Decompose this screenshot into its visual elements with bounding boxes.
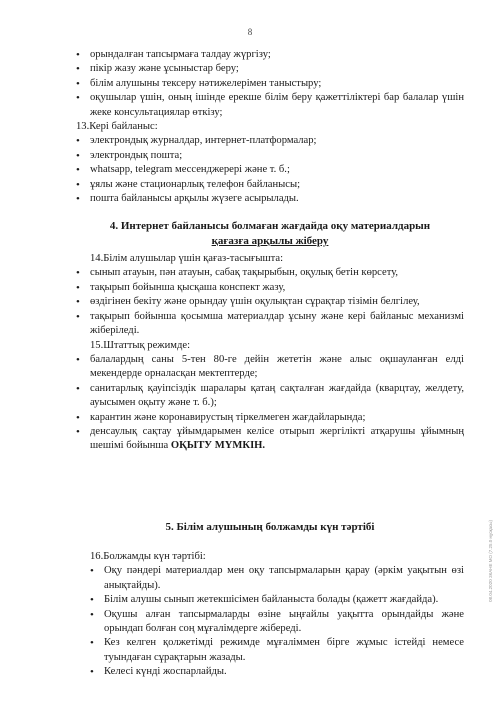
item-16-label: 16.Болжамды күн тәртібі: [90, 551, 206, 563]
list-item: • тақырып бойынша қосымша материалдар ұсыну және кері байланыс механизмі жіберіледі. [76, 310, 464, 339]
section-4-heading [76, 219, 464, 248]
list-item: • Оқушы алған тапсырмаларды өзіне ыңғайлы уақытта орындайды және орындап болған соң мұғалімдерге жібереді. [90, 608, 464, 637]
list-item: • whatsapp, telegram мессенджерері және т. б.; [76, 163, 464, 177]
list-item: • білім алушыны тексеру нәтижелерімен таныстыру; [76, 77, 464, 91]
list-item: • балалардың саны 5-тен 80-ге дейін жететін және алыс оқшауланған елді мекендерде орналасқан мектептерде; [76, 353, 464, 382]
list-item-emphasis: ОҚЫТУ МҮМКІН. [170, 440, 266, 452]
list-15 [76, 353, 464, 454]
item-15-label: 15.Штаттық режимде: [90, 339, 191, 351]
list-item: • электрондық пошта; [76, 149, 464, 163]
list-14 [76, 266, 464, 338]
list-item: • орындалған тапсырмаға талдау жүргізу; [76, 48, 464, 62]
list-item: • Кез келген қолжетімді режимде мұғаліммен бірге жұмыс істейді немесе туындаған сұрақтарын жазады. [90, 636, 464, 665]
side-note: 08.04.2020 ЗКАНЕ МО (7.25.0 нұсқасы) [487, 520, 493, 602]
list-item: • оқушылар үшін, оның ішінде ерекше білім беру қажеттіліктері бар балалар үшін жеке консультациялар өткізу; [76, 91, 464, 120]
item-13-label: 13.Кері байланыс: [76, 121, 158, 133]
list-item: • санитарлық қауіпсіздік шаралары қатаң сақталған жағдайда (кварцтау, желдету, ауысымен оқыту және т. б.); [76, 382, 464, 411]
list-16 [90, 564, 464, 679]
list-item-text: денсаулық сақтау ұйымдарымен келісе отырып жергілікті атқарушы ұйымның шешімі бойынша [90, 425, 464, 452]
list-item: • Келесі күнді жоспарлайды. [90, 665, 464, 679]
item-14-label: 14.Білім алушылар үшін қағаз-тасығышта: [90, 253, 284, 265]
list-item: • пошта байланысы арқылы жүзеге асырылады. [76, 192, 464, 206]
list-item: • Білім алушы сынып жетекшісімен байланыста болады (қажетт жағдайда). [90, 593, 464, 607]
list-item [76, 425, 464, 454]
list-item: • Оқу пәндері материалдар мен оқу тапсырмаларын қарау (әркім уақытын өзі анықтайды). [90, 564, 464, 593]
list-item: • электрондық журналдар, интернет-платформалар; [76, 134, 464, 148]
page-number: 8 [247, 27, 253, 37]
section-4-heading-line1: 4. Интернет байланысы болмаған жағдайда оқу материалдарын [109, 220, 431, 233]
list-a [76, 48, 464, 120]
list-item: • пікір жазу және ұсыныстар беру; [76, 62, 464, 76]
list-13 [76, 134, 464, 206]
list-item: • ұялы және стационарлық телефон байланысы; [76, 178, 464, 192]
section-4-heading-line2: қағазға арқылы жіберу [211, 234, 329, 247]
section-5-heading: 5. Білім алушының болжамды күн тәртібі [165, 520, 375, 533]
list-item: • өздігінен бекіту және орындау үшін оқулықтан сұрақтар тізімін белгілеу, [76, 295, 464, 309]
list-item: • карантин және коронавирустың тіркелмеген жағдайларында; [76, 411, 464, 425]
list-item: • сынып атауын, пән атауын, сабақ тақырыбын, оқулық бетін көрсету, [76, 266, 464, 280]
list-item: • тақырып бойынша қысқаша конспект жазу, [76, 281, 464, 295]
